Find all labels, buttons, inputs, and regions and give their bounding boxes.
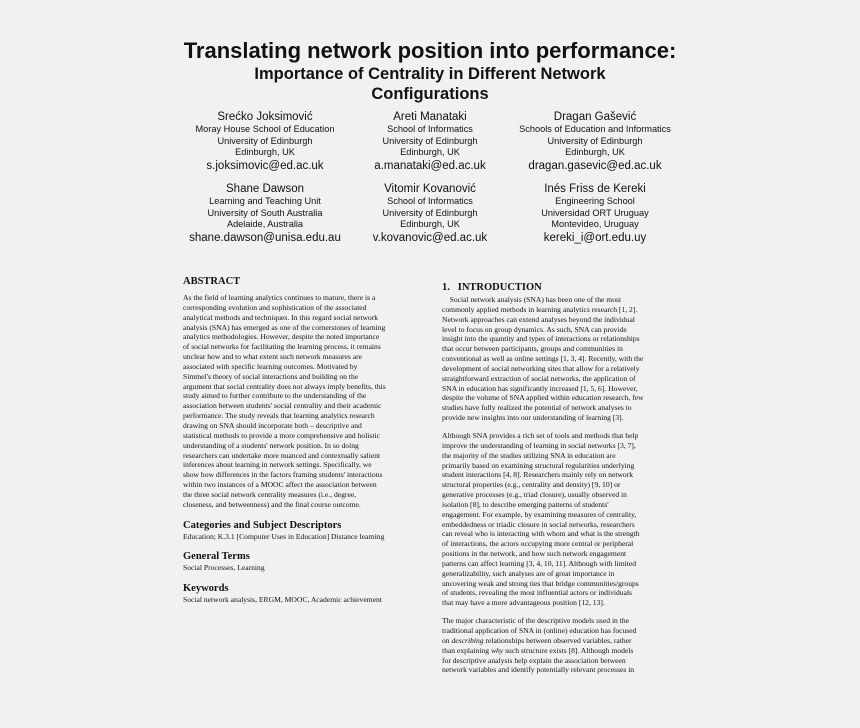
intro-paragraph-1 <box>442 295 678 423</box>
intro-line: student interactions [4, 8]. Researchers mainly rely on network <box>442 470 634 480</box>
intro-line: improve the understanding of learning in social networks [3, 7], <box>442 440 636 450</box>
abstract-line: unclear how and to what extent such network measures are <box>183 352 363 362</box>
intro-line: of students, revealing the most influential actors or individuals <box>442 588 633 598</box>
intro-line: insight into the quantity and types of interactions or relationships <box>442 334 640 344</box>
author-affiliation: School of Informatics <box>387 124 473 134</box>
author-email: s.joksimovic@ed.ac.uk <box>206 159 324 172</box>
abstract-heading: ABSTRACT <box>183 276 241 287</box>
author-affiliation: Adelaide, Australia <box>226 219 304 230</box>
author-name: Dragan Gašević <box>553 111 637 123</box>
author-email: shane.dawson@unisa.edu.au <box>189 231 341 244</box>
intro-line: can reveal who is interacting with whom and what is the strength <box>442 529 640 539</box>
intro-line: uncovering weak and strong ties that bridge communities/groups <box>442 578 639 588</box>
author-affiliation: Learning and Teaching Unit <box>209 196 321 206</box>
author-block <box>340 110 520 173</box>
paper-subtitle-line-2: Configurations <box>371 85 489 103</box>
author-name: Srećko Joksimović <box>217 111 313 123</box>
abstract-line: Simmel's theory of social interactions and building on the <box>183 371 359 381</box>
abstract-line: within two instances of a MOOC affect the association between <box>183 480 377 490</box>
intro-line: that occur between participants, groups and communities in <box>442 344 623 354</box>
intro-line: of interactions, the actors occupying more central or peripheral <box>442 539 634 549</box>
categories-text: Education; K.3.1 [Computer Uses in Education] Distance learning <box>183 531 385 541</box>
abstract-line: As the field of learning analytics continues to mature, there is a <box>183 293 376 302</box>
abstract-text <box>183 293 419 510</box>
intro-line: traditional application of SNA in (online) education has focused <box>442 626 637 635</box>
general-terms-text: Social Processes, Learning <box>183 563 265 573</box>
left-column <box>183 275 419 605</box>
author-affiliation: Edinburgh, UK <box>235 147 295 158</box>
title-block <box>0 38 860 104</box>
abstract-line: corresponding evolution and sophistication of the associated <box>183 302 367 312</box>
author-block <box>505 110 685 173</box>
intro-line: SNA in education has significantly increased [1, 5, 6]. However, <box>442 383 638 393</box>
abstract-line: researchers can undertake more nuanced and contextually salient <box>183 450 381 460</box>
intro-line: for descriptive analysis help explain the association between <box>442 655 626 665</box>
intro-line: level to focus on group dynamics. As such, SNA can provide <box>442 324 627 334</box>
intro-line: that may have a more advantageous position [12, 13]. <box>442 598 605 608</box>
author-name: Areti Manataki <box>393 111 467 123</box>
intro-line: The major characteristic of the descriptive models used in the <box>442 616 630 626</box>
author-affiliation: Moray House School of Education <box>195 124 335 134</box>
abstract-line: understanding of a students' network position. In so doing <box>183 440 359 450</box>
abstract-line: inferences about learning in network settings. Specifically, we <box>183 460 372 470</box>
author-email: v.kovanovic@ed.ac.uk <box>372 231 488 244</box>
intro-line: primarily based on examining structural regularities underlying <box>442 460 635 470</box>
intro-line: the majority of the studies utilizing SNA in education are <box>442 450 616 460</box>
intro-line-part: than explaining <box>442 645 491 655</box>
abstract-line: statistical methods to provide a more comprehensive and holistic <box>183 430 380 440</box>
author-affiliation: University of Edinburgh <box>382 135 478 146</box>
intro-line: generalizability, such analyses are of great importance in <box>442 568 615 578</box>
paper-title: Translating network position into performance: <box>183 38 677 63</box>
abstract-line: the three social network centrality measures (i.e., degree, <box>183 489 357 499</box>
intro-line: conventional as well as online settings [1, 3, 4]. Recently, with the <box>442 354 644 364</box>
intro-line: Social network analysis (SNA) has been one of the most <box>449 295 622 304</box>
author-name: Vitomir Kovanović <box>384 183 476 195</box>
intro-line: despite the volume of SNA applied within education research, few <box>442 393 644 403</box>
intro-line: provide new insights into our understanding of learning [3]. <box>442 413 624 423</box>
author-email: a.manataki@ed.ac.uk <box>374 159 486 172</box>
intro-line: positions in the network, and how such network engagement <box>442 549 627 559</box>
author-affiliation: Edinburgh, UK <box>400 219 460 230</box>
author-block <box>505 182 685 245</box>
intro-line: engagement. For example, by examining measures of centrality, <box>442 509 637 519</box>
intro-paragraph-2 <box>442 431 678 608</box>
abstract-line: of social networks for facilitating the learning process, it remains <box>183 342 381 352</box>
author-affiliation: Edinburgh, UK <box>565 147 625 158</box>
paper-subtitle-line-1: Importance of Centrality in Different Network <box>254 65 606 83</box>
author-email: kereki_i@ort.edu.uy <box>543 231 647 244</box>
author-affiliation: Edinburgh, UK <box>400 147 460 158</box>
abstract-line: closeness, and betweenness) and the final course outcome. <box>183 499 361 509</box>
intro-line: studies have fully realized the potential of network analyses to <box>442 403 632 413</box>
right-column <box>442 281 678 675</box>
intro-line: structural properties (e.g., centrality and density) [9, 10] or <box>442 480 621 490</box>
author-affiliation: University of Edinburgh <box>217 135 313 146</box>
intro-line: patterns can affect learning [3, 4, 10, 11]. Although with limited <box>442 558 637 568</box>
author-affiliation: Montevideo, Uruguay <box>551 219 639 230</box>
abstract-line: show how differences in the factors framing students' interactions <box>183 470 383 480</box>
categories-heading: Categories and Subject Descriptors <box>183 519 342 531</box>
intro-line: straightforward extraction of social networks, the application of <box>442 373 636 383</box>
abstract-line: analytical methods and techniques. In this regard social network <box>183 312 379 322</box>
intro-paragraph-3 <box>442 616 678 675</box>
keywords-text: Social network analysis, ERGM, MOOC, Academic achievement <box>183 595 382 605</box>
author-block <box>175 182 355 245</box>
abstract-line: associated with specific learning outcomes. Motivated by <box>183 361 358 371</box>
abstract-line: performance. The study reveals that learning analytics research <box>183 411 375 421</box>
author-email: dragan.gasevic@ed.ac.uk <box>528 159 662 172</box>
intro-emphasis: describing <box>451 635 484 645</box>
author-affiliation: Schools of Education and Informatics <box>519 124 671 134</box>
intro-line: Network approaches can extend analyses beyond the individual <box>442 314 635 324</box>
abstract-line: drawing on SNA should incorporate both – descriptive and <box>183 420 362 430</box>
author-affiliation: School of Informatics <box>387 196 473 206</box>
introduction-heading: 1. INTRODUCTION <box>442 282 542 293</box>
intro-line: commonly applied methods in learning analytics research [1, 2]. <box>442 304 638 314</box>
abstract-line: analysis (SNA) has emerged as one of the cornerstones of learning <box>183 322 386 332</box>
author-name: Inés Friss de Kereki <box>544 183 646 195</box>
intro-line: network variables and identify potentially relevant processes in <box>442 665 635 675</box>
author-affiliation: University of Edinburgh <box>547 135 643 146</box>
abstract-line: argument that social centrality does not always imply benefits, this <box>183 381 386 391</box>
intro-emphasis: why <box>490 645 504 655</box>
author-name: Shane Dawson <box>226 183 304 195</box>
author-block <box>175 110 355 173</box>
intro-line: generative processes (e.g., triad closure), usually observed in <box>442 490 627 500</box>
intro-line: development of social networking sites that allow for a relatively <box>442 363 640 373</box>
author-affiliation: University of Edinburgh <box>382 207 478 218</box>
intro-line-part: on <box>442 635 452 645</box>
keywords-heading: Keywords <box>183 583 229 595</box>
author-affiliation: Universidad ORT Uruguay <box>541 207 649 218</box>
author-affiliation: University of South Australia <box>207 207 323 218</box>
abstract-line: analytics methodologies. However, despite the noted importance <box>183 332 380 342</box>
abstract-line: association between students' social centrality and their academic <box>183 401 382 411</box>
author-affiliation: Engineering School <box>555 196 635 206</box>
intro-line-part: relationships between observed variables, rather <box>483 635 632 645</box>
author-block <box>340 182 520 245</box>
intro-line: embeddedness or triadic closure in social networks, researchers <box>442 519 635 529</box>
intro-line-part: such structure exists [8]. Although models <box>503 645 634 655</box>
general-terms-heading: General Terms <box>183 551 250 563</box>
intro-line: isolation [8], to describe emerging patterns of students' <box>442 499 609 509</box>
intro-line: Although SNA provides a rich set of tools and methods that help <box>442 430 639 440</box>
abstract-line: study aimed to further contribute to the understanding of the <box>183 391 367 401</box>
